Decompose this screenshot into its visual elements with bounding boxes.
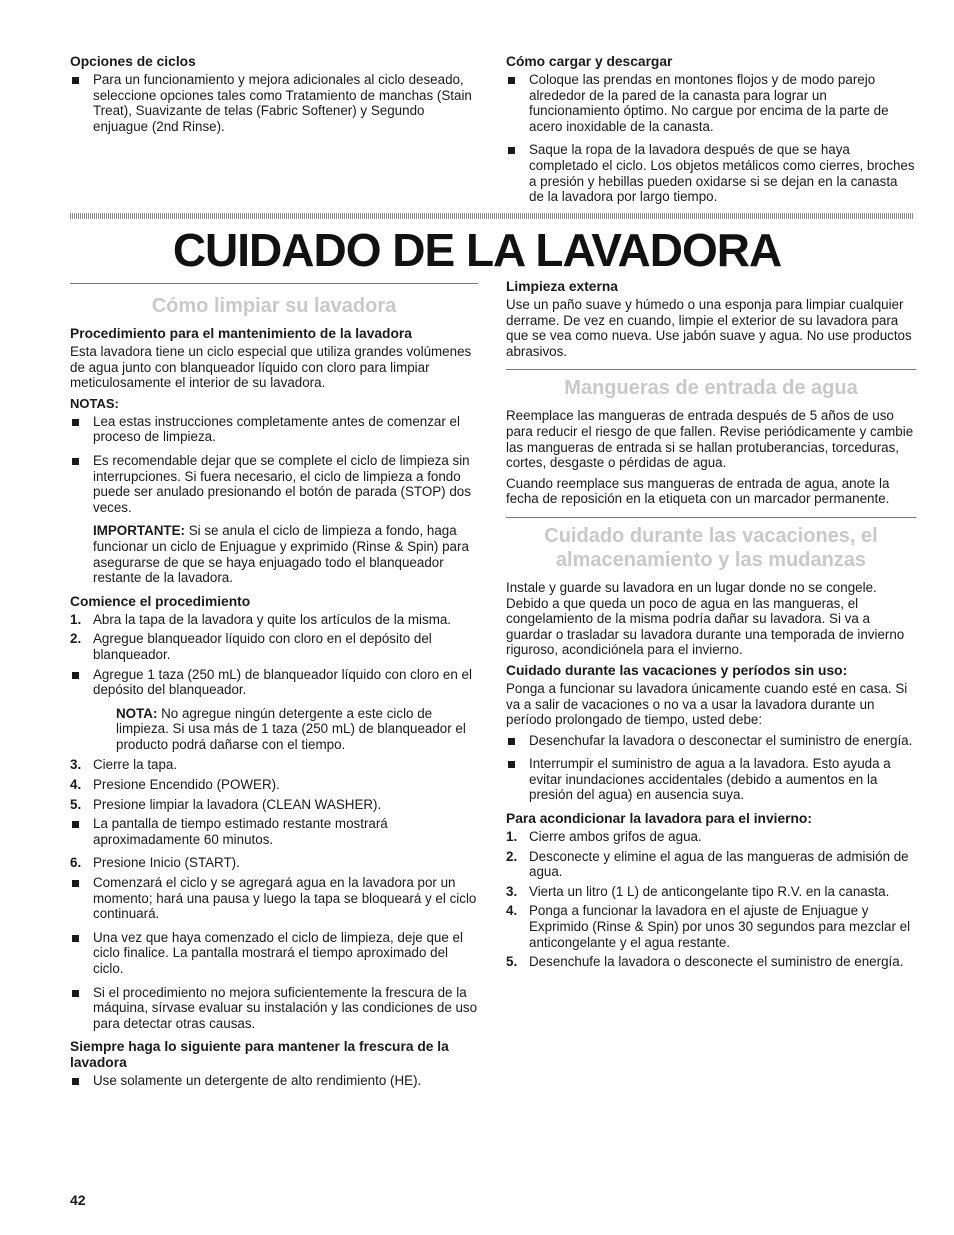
vacation-periods-text: Ponga a funcionar su lavadora únicamente cuando esté en casa. Si va a salir de vacaciones o no va a usar la lavadora durante un período prolongado de tiempo, usted debe: <box>506 680 908 728</box>
section-heading-cleaning: Cómo limpiar su lavadora <box>151 295 397 317</box>
step-text: Agregue blanqueador líquido con cloro en el depósito del blanqueador. <box>93 631 432 662</box>
step-text: Presione limpiar la lavadora (CLEAN WASHER). <box>93 796 382 812</box>
page-title: CUIDADO DE LA LAVADORA <box>172 224 782 276</box>
list-item: Comenzará el ciclo y se agregará agua en la lavadora por un momento; hará una pausa y luego la tapa se bloqueará y el ciclo continuará. <box>70 875 478 922</box>
list-item: Para un funcionamiento y mejora adicionales al ciclo deseado, seleccione opciones tales como Tratamiento de manchas (Stain Treat), Suavizante de telas (Fabric Softener) y Segundo enjuague (2nd Rinse). <box>70 72 480 134</box>
step5-sublist <box>70 816 478 847</box>
step-number: 4. <box>506 903 518 919</box>
step-number: 4. <box>70 777 82 793</box>
section-rule <box>506 517 916 518</box>
important-text: Si se anula el ciclo de limpieza a fondo, haga funcionar un ciclo de Enjuague y exprimido (Rinse & Spin) para asegurarse de que se haya enjuagado todo el blanqueador restante de la lavadora. <box>93 523 469 586</box>
step-text: Desconecte y elimine el agua de las mangueras de admisión de agua. <box>529 848 909 880</box>
list-item: Interrumpir el suministro de agua a la lavadora. Esto ayuda a evitar inundaciones accidentales (debido a aumentos en la presión del agua) en ausencia suya. <box>506 756 916 803</box>
load-unload-heading: Cómo cargar y descargar <box>506 54 673 69</box>
section-heading-hoses: Mangueras de entrada de agua <box>564 377 858 400</box>
step-item <box>70 631 478 662</box>
list-item: Es recomendable dejar que se complete el ciclo de limpieza sin interrupciones. Si fuera necesario, el ciclo de limpieza a fondo puede ser anulado presionando el botón de parada (STOP) dos veces. <box>70 453 478 515</box>
step-text: Ponga a funcionar la lavadora en el ajuste de Enjuague y Exprimido (Rinse & Spin) por unos 30 segundos para mezclar el anticongelante y el agua restante. <box>529 903 911 950</box>
step-text: Abra la tapa de la lavadora y quite los artículos de la misma. <box>93 611 452 627</box>
cycle-options-block <box>70 54 480 142</box>
important-label: IMPORTANTE: <box>93 523 185 539</box>
vacation-text: Instale y guarde su lavadora en un lugar donde no se congele. Debido a que queda un poco de agua en las mangueras, el congelamiento de la misma podría dañar su lavadora. Si va a guardar o trasladar su lavadora durante una temporada de invierno riguroso, acondiciónela para el invierno. <box>506 579 905 658</box>
step-text: Desenchufe la lavadora o desconecte el suministro de energía. <box>529 954 904 970</box>
load-unload-block <box>506 54 916 213</box>
step-item <box>506 884 916 900</box>
step-number: 1. <box>70 611 82 627</box>
step-number: 3. <box>506 883 518 899</box>
procedure-steps <box>70 612 478 663</box>
step-item <box>70 797 478 813</box>
step-item <box>506 829 916 845</box>
step-number: 5. <box>506 954 518 970</box>
step-item <box>506 954 916 970</box>
step6-sublist <box>70 875 478 1031</box>
winterize-heading: Para acondicionar la lavadora para el invierno: <box>506 811 812 827</box>
step-number: 1. <box>506 829 518 845</box>
bleach-note <box>116 706 478 753</box>
start-procedure-heading: Comience el procedimiento <box>70 593 251 609</box>
list-item: Una vez que haya comenzado el ciclo de limpieza, deje que el ciclo finalice. La pantalla mostrará el tiempo aproximado del ciclo. <box>70 930 478 977</box>
note-text: No agregue ningún detergente a este ciclo de limpieza. Si usa más de 1 taza (250 mL) de blanqueador el producto podrá dañarse con el tiempo. <box>116 705 466 752</box>
left-column-rule <box>70 283 478 284</box>
external-cleaning-heading: Limpieza externa <box>506 279 618 294</box>
hoses-text-1: Reemplace las mangueras de entrada después de 5 años de uso para reducir el riesgo de que fallen. Revise periódicamente y cambie las mangueras de entrada si se hallan protuberancias, torceduras, cortes, desgaste o pérdidas de agua. <box>506 408 914 471</box>
care-column <box>506 279 916 974</box>
section-heading-line: almacenamiento y las mudanzas <box>555 548 867 571</box>
list-item: Coloque las prendas en montones flojos y de modo parejo alrededor de la pared de la canasta para lograr un funcionamiento óptimo. No cargue por encima de la parte de acero inoxidable de la canasta. <box>506 72 916 134</box>
step-item <box>70 855 478 871</box>
hatched-divider <box>70 213 914 219</box>
list-item: Lea estas instrucciones completamente antes de comenzar el proceso de limpieza. <box>70 414 478 445</box>
cycle-options-list <box>70 72 480 134</box>
step-item <box>70 757 478 773</box>
list-item: La pantalla de tiempo estimado restante mostrará aproximadamente 60 minutos. <box>70 816 478 847</box>
list-item: Desenchufar la lavadora o desconectar el suministro de energía. <box>506 733 916 749</box>
step-text: Presione Inicio (START). <box>93 855 240 871</box>
step-item <box>70 777 478 793</box>
vacation-list <box>506 733 916 803</box>
note-label: NOTA: <box>116 705 158 721</box>
load-unload-list <box>506 72 916 205</box>
cleaning-column <box>70 290 478 1097</box>
freshness-list <box>70 1073 478 1089</box>
list-item: Saque la ropa de la lavadora después de que se haya completado el ciclo. Los objetos metálicos como cierres, broches a presión y hebillas pueden oxidarse si se dejan en la canasta de la lavadora por largo tiempo. <box>506 142 916 204</box>
step-text: Vierta un litro (1 L) de anticongelante tipo R.V. en la canasta. <box>529 883 890 899</box>
step-item <box>506 903 916 950</box>
step-text: Presione Encendido (POWER). <box>93 777 280 793</box>
important-note <box>93 523 478 585</box>
notes-list <box>70 414 478 516</box>
list-item: Use solamente un detergente de alto rendimiento (HE). <box>70 1073 478 1089</box>
procedure-steps-cont <box>70 757 478 812</box>
step-number: 6. <box>70 855 82 871</box>
section-rule <box>506 369 916 370</box>
list-item: Si el procedimiento no mejora suficientemente la frescura de la máquina, sírvase evaluar su instalación y las condiciones de uso para detectar otras causas. <box>70 985 478 1032</box>
section-heading-vacation <box>506 524 916 572</box>
vacation-periods-heading: Cuidado durante las vacaciones y períodos sin uso: <box>506 662 848 678</box>
hoses-text-2: Cuando reemplace sus mangueras de entrada de agua, anote la fecha de reposición en la etiqueta con un marcador permanente. <box>506 475 890 507</box>
list-item: Agregue 1 taza (250 mL) de blanqueador líquido con cloro en el depósito del blanqueador. <box>70 667 478 698</box>
step-text: Cierre ambos grifos de agua. <box>529 829 702 845</box>
step-number: 3. <box>70 757 82 773</box>
notes-label: NOTAS: <box>70 395 119 411</box>
page-number: 42 <box>70 1192 86 1208</box>
procedure-text: Esta lavadora tiene un ciclo especial que utiliza grandes volúmenes de agua junto con blanqueador líquido con cloro para limpiar meticulosamente el interior de su lavadora. <box>70 344 472 391</box>
cycle-options-heading: Opciones de ciclos <box>70 54 196 69</box>
procedure-heading: Procedimiento para el mantenimiento de la lavadora <box>70 326 412 341</box>
step-item <box>506 849 916 880</box>
step-number: 2. <box>506 848 518 864</box>
external-cleaning-text: Use un paño suave y húmedo o una esponja para limpiar cualquier derrame. De vez en cuando, limpie el exterior de su lavadora para que se vea como nueva. Use jabón suave y agua. No use productos abrasivos. <box>506 297 912 359</box>
step-number: 5. <box>70 796 82 812</box>
procedure-steps-cont2 <box>70 855 478 871</box>
winterize-steps <box>506 829 916 970</box>
step-number: 2. <box>70 631 82 647</box>
step2-sublist <box>70 667 478 698</box>
step-text: Cierre la tapa. <box>93 757 178 773</box>
step-item <box>70 612 478 628</box>
section-heading-line: Cuidado durante las vacaciones, el <box>544 524 878 547</box>
freshness-heading: Siempre haga lo siguiente para mantener la frescura de la lavadora <box>70 1039 449 1071</box>
